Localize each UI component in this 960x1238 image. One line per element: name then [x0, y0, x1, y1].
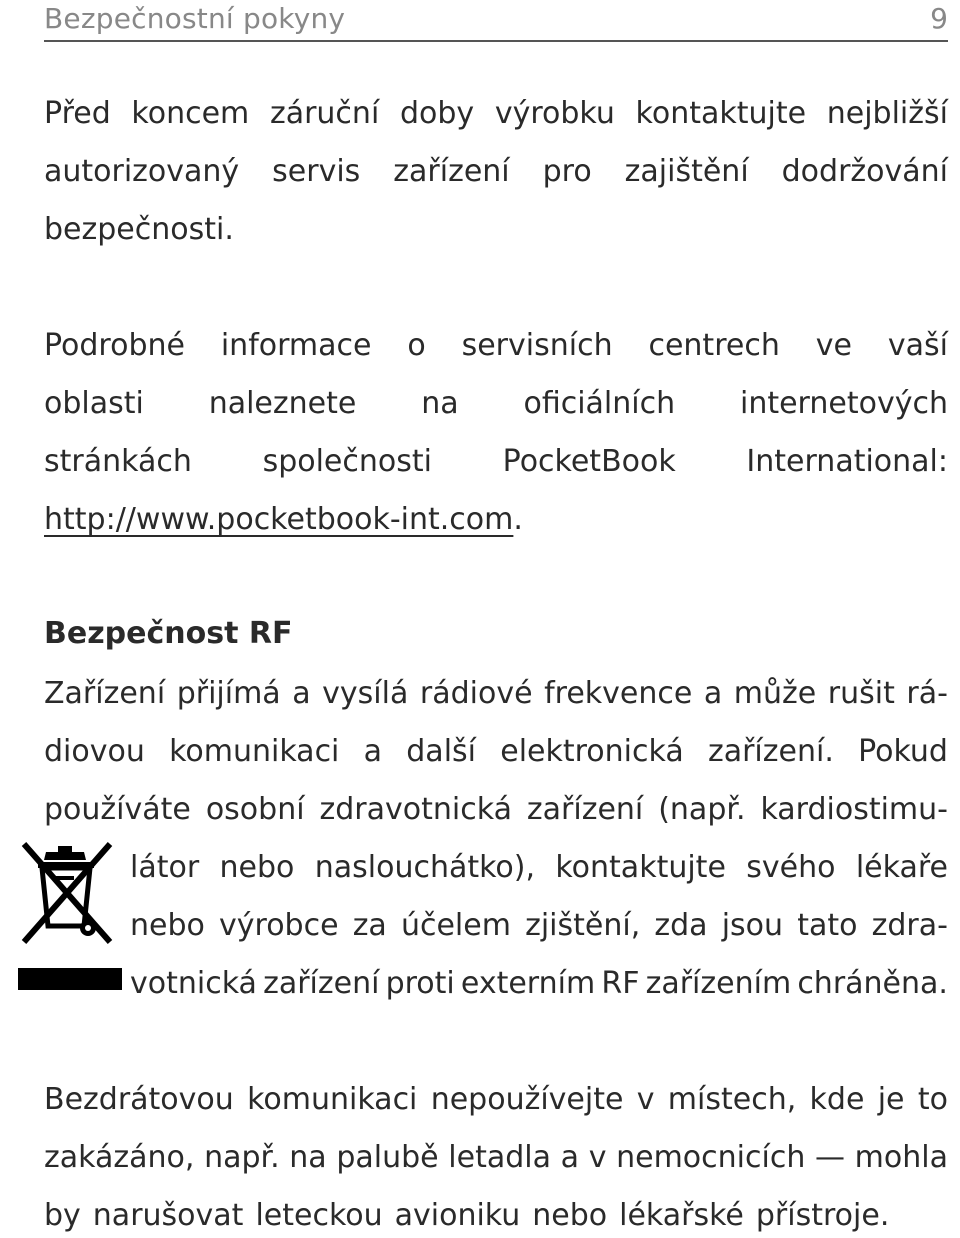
- word: zařízení.: [707, 734, 834, 769]
- rf-line-2: [44, 734, 948, 770]
- word: PocketBook: [502, 444, 676, 479]
- word: naslouchátko),: [314, 850, 536, 885]
- word: osobní: [205, 792, 305, 827]
- word: zařízení: [393, 154, 510, 189]
- word: zjištění,: [525, 908, 641, 943]
- word: Před: [44, 96, 111, 131]
- word: (např.: [658, 792, 746, 827]
- para4-line-1: [44, 1082, 948, 1118]
- word: lékaře: [855, 850, 948, 885]
- word: naleznete: [208, 386, 357, 421]
- word: nebo: [130, 908, 205, 943]
- word: společnosti: [262, 444, 432, 479]
- word: v: [636, 1082, 655, 1117]
- rf-line-4: [130, 850, 948, 886]
- para2-line-1: [44, 328, 948, 364]
- word: kontaktujte: [635, 96, 807, 131]
- word: narušovat: [92, 1198, 244, 1233]
- word: dodržování: [781, 154, 948, 189]
- weee-black-bar: [18, 968, 122, 990]
- word: externím: [460, 966, 596, 1001]
- word: nebo: [219, 850, 295, 885]
- word: Pokud: [858, 734, 948, 769]
- word: a: [703, 676, 723, 711]
- word: výrobku: [494, 96, 615, 131]
- word: tato: [797, 908, 858, 943]
- word: rušit: [827, 676, 895, 711]
- word: by: [44, 1198, 81, 1233]
- page-number: 9: [930, 2, 948, 35]
- para4-line-2: [44, 1140, 948, 1176]
- word: je: [877, 1082, 905, 1117]
- word: diovou: [44, 734, 145, 769]
- word: oblasti: [44, 386, 144, 421]
- rf-line-1: [44, 676, 948, 712]
- word: zakázáno,: [44, 1140, 195, 1175]
- word: zařízení: [526, 792, 644, 827]
- word: kde: [809, 1082, 865, 1117]
- word: internetových: [739, 386, 948, 421]
- word: informace: [220, 328, 372, 363]
- word: rádiové: [419, 676, 533, 711]
- rf-line-6: [130, 966, 948, 1002]
- word: mohla: [854, 1140, 948, 1175]
- word: za: [352, 908, 387, 943]
- word: —: [815, 1140, 845, 1175]
- word: na: [421, 386, 459, 421]
- word: látor: [130, 850, 200, 885]
- section-heading: Bezpečnost RF: [44, 616, 293, 651]
- word: komunikaci: [169, 734, 340, 769]
- word: zařízením: [645, 966, 792, 1001]
- word: frekvence: [544, 676, 693, 711]
- word: leteckou: [255, 1198, 383, 1233]
- word: zda: [654, 908, 708, 943]
- word: elektronická: [500, 734, 684, 769]
- word: ve: [815, 328, 852, 363]
- word: avioniku: [394, 1198, 521, 1233]
- word: stránkách: [44, 444, 192, 479]
- word: to: [917, 1082, 948, 1117]
- para2-line-2: [44, 386, 948, 422]
- word: zdra-: [871, 908, 948, 943]
- word: nebo: [532, 1198, 608, 1233]
- word: pro: [542, 154, 592, 189]
- word: votnická: [130, 966, 257, 1001]
- word: rá-: [906, 676, 948, 711]
- word: např.: [204, 1140, 280, 1175]
- word: zařízení: [263, 966, 380, 1001]
- word: může: [733, 676, 817, 711]
- word: další: [406, 734, 476, 769]
- para4-line-3: [44, 1198, 948, 1234]
- word: bezpečnosti.: [44, 212, 234, 247]
- word: palubě: [336, 1140, 439, 1175]
- para1-line-1: [44, 96, 948, 132]
- para1-line-2: [44, 154, 948, 190]
- word: vysílá: [322, 676, 409, 711]
- word: International:: [746, 444, 948, 479]
- word: letadla: [448, 1140, 551, 1175]
- word: servisních: [461, 328, 613, 363]
- word: místech,: [667, 1082, 797, 1117]
- word: a: [363, 734, 383, 769]
- word: doby: [399, 96, 475, 131]
- para2-link-line: [44, 502, 523, 538]
- page-header: [44, 0, 948, 42]
- word: jsou: [721, 908, 784, 943]
- word: účelem: [400, 908, 511, 943]
- rf-line-3: [44, 792, 948, 828]
- word: Zařízení: [44, 676, 166, 711]
- word: centrech: [648, 328, 780, 363]
- link-suffix: .: [513, 502, 523, 537]
- word: autorizovaný: [44, 154, 240, 189]
- pocketbook-website-link[interactable]: http://www.pocketbook-int.com: [44, 502, 514, 537]
- word: lékařské: [619, 1198, 744, 1233]
- word: nemocnicích: [616, 1140, 806, 1175]
- word: na: [289, 1140, 327, 1175]
- word: a: [560, 1140, 580, 1175]
- word: kardiostimu-: [760, 792, 948, 827]
- word: Bezdrátovou: [44, 1082, 234, 1117]
- word: zajištění: [624, 154, 749, 189]
- word: přijímá: [176, 676, 281, 711]
- word: proti: [385, 966, 455, 1001]
- word: nepoužívejte: [430, 1082, 624, 1117]
- word: výrobce: [219, 908, 339, 943]
- word: zdravotnická: [319, 792, 512, 827]
- word: používáte: [44, 792, 191, 827]
- rf-line-5: [130, 908, 948, 944]
- word: RF: [601, 966, 640, 1001]
- word: servis: [272, 154, 361, 189]
- word: Podrobné: [44, 328, 185, 363]
- word: a: [292, 676, 311, 711]
- word: přístroje.: [755, 1198, 890, 1233]
- para1-line-3: [44, 212, 948, 248]
- word: oficiálních: [523, 386, 676, 421]
- para2-line-3: [44, 444, 948, 480]
- word: koncem: [131, 96, 250, 131]
- word: komunikaci: [247, 1082, 418, 1117]
- header-title: Bezpečnostní pokyny: [44, 2, 346, 35]
- word: nejbližší: [826, 96, 948, 131]
- word: kontaktujte: [555, 850, 726, 885]
- word: svého: [746, 850, 836, 885]
- word: o: [407, 328, 426, 363]
- crossed-out-wheelie-bin-icon: [10, 838, 120, 950]
- word: záruční: [269, 96, 380, 131]
- word: v: [588, 1140, 607, 1175]
- word: vaší: [887, 328, 948, 363]
- word: chráněna.: [797, 966, 948, 1001]
